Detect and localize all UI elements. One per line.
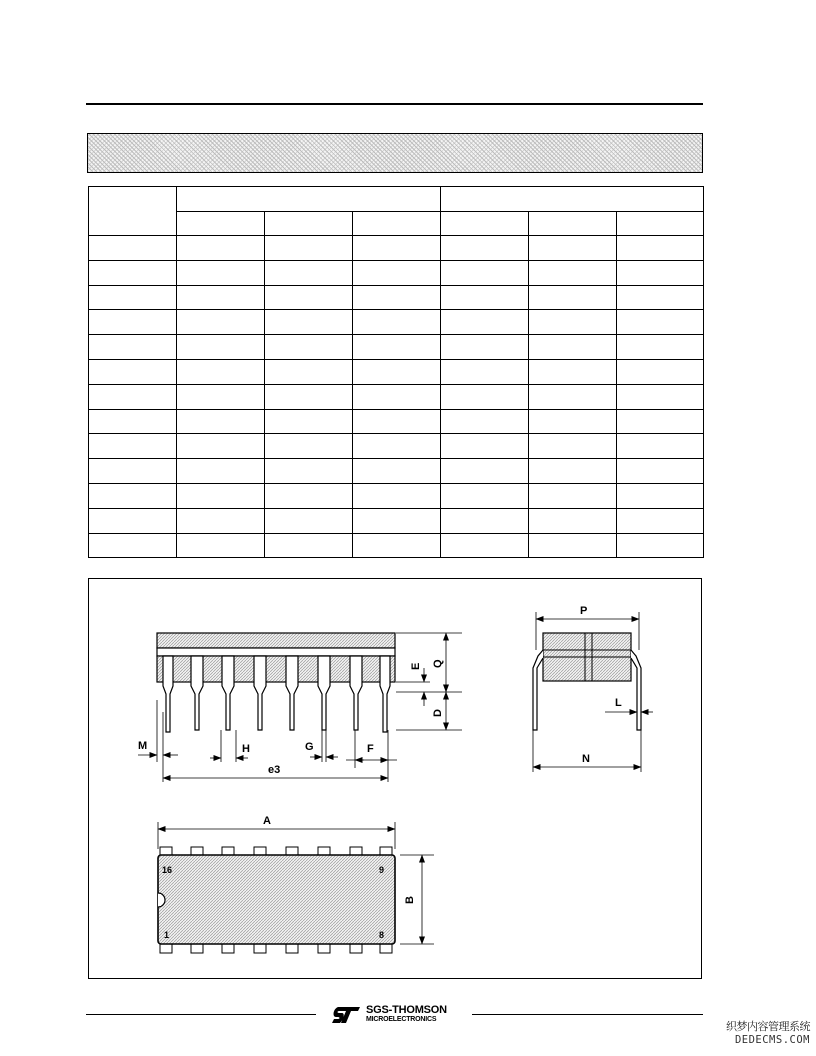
pin-label-8: 8: [379, 930, 385, 940]
pin-label-9: 9: [379, 865, 385, 875]
watermark: [706, 1018, 810, 1046]
dim-label-L: L: [615, 697, 622, 709]
dim-label-P: P: [580, 605, 588, 617]
company-logo: [330, 1004, 466, 1026]
st-logo-icon: [330, 1005, 362, 1025]
dim-label-H: H: [242, 743, 250, 755]
side-view: [138, 633, 462, 782]
dim-label-M: M: [138, 740, 148, 752]
footer-rule-right: [472, 1014, 703, 1015]
top-view: [158, 815, 434, 953]
end-view-left-lead: [533, 650, 543, 730]
dim-label-G: G: [305, 741, 314, 753]
pin-label-16: 16: [162, 865, 173, 875]
top-view-pin-row-lower: [160, 944, 392, 953]
top-view-body: [158, 855, 395, 944]
logo-company-subtitle: MICROELECTRONICS: [366, 1016, 437, 1023]
dim-label-Q: Q: [432, 659, 444, 668]
package-body-top: [157, 633, 395, 648]
dim-label-D: D: [432, 709, 444, 717]
pin-label-1: 1: [164, 930, 170, 940]
watermark-line-2: DEDECMS.COM: [734, 1034, 810, 1046]
package-body-mid: [157, 648, 395, 656]
end-view: [533, 605, 653, 772]
dim-label-E: E: [410, 662, 422, 670]
dim-label-A: A: [263, 815, 271, 827]
dim-label-N: N: [582, 753, 590, 765]
end-view-right-lead: [631, 650, 641, 730]
dim-label-B: B: [404, 896, 416, 904]
watermark-line-1: 织梦内容管理系统: [726, 1020, 810, 1033]
dim-label-F: F: [367, 743, 374, 755]
footer-rule-left: [86, 1014, 316, 1015]
dim-label-e3: e3: [268, 764, 281, 776]
logo-company-name: SGS-THOMSON: [366, 1004, 447, 1016]
